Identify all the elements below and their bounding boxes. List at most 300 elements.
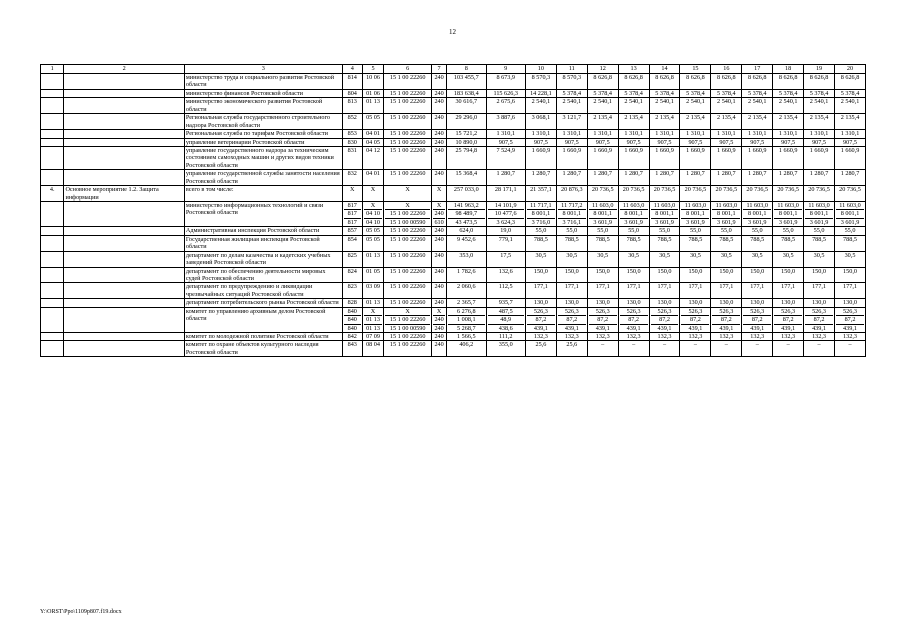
value-line: 8 001,1 [805, 209, 833, 217]
value-line: 48,9 [488, 315, 524, 323]
value-cell-c9 [486, 89, 525, 97]
value-line: 5 378,4 [593, 89, 612, 97]
executor-name: Государственная жилищная инспекция Ростовской области [184, 235, 342, 251]
value-line: 5 378,4 [717, 89, 736, 97]
value-line: 87,2 [589, 315, 617, 323]
row-number [41, 130, 64, 138]
column-number-cell: 1 [41, 65, 64, 74]
value-cell-c20 [835, 235, 866, 251]
row-number [41, 74, 64, 90]
value-line: 240 [434, 146, 444, 154]
value-cell-c11 [556, 227, 587, 235]
value-cell-c13 [618, 299, 649, 307]
value-cell-c14 [649, 307, 680, 332]
value-line: 150,0 [657, 267, 672, 275]
value-line: 3 601,9 [589, 218, 617, 226]
value-line: 526,3 [533, 307, 548, 315]
value-line: 15 1 00 22260 [389, 283, 426, 291]
value-line: 526,3 [843, 307, 857, 315]
value-line: 17,5 [500, 251, 512, 259]
column-number-cell: 10 [525, 65, 556, 74]
value-cell-c11 [556, 138, 587, 146]
value-line: 8 626,8 [747, 74, 767, 81]
value-line: 115 626,3 [493, 89, 518, 97]
value-line: – [601, 341, 605, 349]
value-cell-c10 [525, 74, 556, 90]
value-line: 788,5 [812, 235, 826, 243]
value-cell-c11 [556, 74, 587, 90]
table-row [41, 251, 866, 267]
value-cell-c16 [711, 138, 742, 146]
value-cell-c7 [432, 251, 447, 267]
value-line: 21 357,1 [530, 186, 552, 194]
value-line: 1 310,1 [840, 130, 860, 138]
value-cell-c5 [362, 283, 383, 299]
value-cell-c20 [835, 283, 866, 299]
value-line: 10 06 [366, 74, 380, 81]
value-cell-c5 [362, 186, 383, 202]
value-line: 15 1 00 22260 [389, 235, 426, 243]
value-cell-c18 [773, 146, 804, 169]
value-line: 01 13 [364, 315, 382, 323]
value-line: 1 280,7 [496, 170, 515, 178]
value-line: 1 660,9 [717, 146, 736, 154]
value-cell-c4 [342, 146, 362, 169]
value-cell-c17 [742, 146, 773, 169]
value-cell-c10 [525, 114, 556, 130]
value-line: 828 [347, 299, 357, 307]
value-cell-c6 [384, 114, 432, 130]
value-line: 30,5 [782, 251, 794, 259]
value-cell-c14 [649, 74, 680, 90]
value-line: 526,3 [688, 307, 703, 315]
budget-table [40, 64, 866, 357]
value-cell-c19 [804, 114, 835, 130]
value-cell-c4 [342, 170, 362, 186]
row-number [41, 114, 64, 130]
value-line: 3 716,0 [527, 218, 555, 226]
value-line: 87,2 [743, 315, 771, 323]
value-line: 907,5 [781, 138, 796, 146]
value-cell-c19 [804, 186, 835, 202]
value-line: 130,0 [750, 299, 765, 307]
value-cell-c4 [342, 299, 362, 307]
value-cell-c5 [362, 202, 383, 227]
program-name [64, 89, 184, 97]
value-line: 8 001,1 [836, 209, 864, 217]
value-line: 825 [347, 251, 357, 259]
value-cell-c20 [835, 170, 866, 186]
value-cell-c6 [384, 283, 432, 299]
value-line: 240 [434, 74, 444, 81]
value-cell-c9 [486, 235, 525, 251]
value-cell-c18 [773, 170, 804, 186]
value-line: Х [405, 202, 410, 209]
value-line: 01 13 [366, 299, 380, 307]
value-cell-c4 [342, 114, 362, 130]
value-line: 1 280,7 [624, 170, 643, 178]
value-cell-c10 [525, 130, 556, 138]
value-cell-c20 [835, 186, 866, 202]
value-line: – [693, 341, 697, 349]
value-line: 526,3 [812, 307, 826, 315]
value-line: 5 378,4 [840, 89, 860, 97]
value-cell-c10 [525, 341, 556, 357]
value-cell-c17 [742, 341, 773, 357]
value-line: 788,5 [595, 235, 610, 243]
value-cell-c10 [525, 283, 556, 299]
executor-name: министерство информационных технологий и связи Ростовской области [184, 202, 342, 227]
value-cell-c4 [342, 235, 362, 251]
table-row [41, 333, 866, 341]
value-line: 8 570,3 [531, 74, 551, 81]
value-line: 87,2 [558, 315, 586, 323]
executor-name: Административная инспекция Ростовской области [184, 227, 342, 235]
value-cell-c19 [804, 299, 835, 307]
value-line: 177,1 [812, 283, 826, 291]
value-line: 438,6 [488, 324, 524, 332]
value-line: 406,2 [459, 341, 474, 349]
value-cell-c7 [432, 89, 447, 97]
value-line: – [724, 341, 728, 349]
value-line: 55,0 [597, 227, 609, 235]
value-cell-c11 [556, 98, 587, 114]
value-line: 8 626,8 [655, 74, 674, 81]
value-line: 240 [434, 114, 444, 122]
value-cell-c12 [587, 202, 618, 227]
value-line: 1 280,7 [809, 170, 829, 178]
value-line: 177,1 [843, 283, 857, 291]
value-line: 01 06 [366, 89, 380, 97]
value-cell-c6 [384, 227, 432, 235]
value-cell-c14 [649, 146, 680, 169]
value-cell-c17 [742, 299, 773, 307]
value-line: Х [436, 307, 442, 315]
value-line: 1 660,9 [686, 146, 705, 154]
value-line: 04 10 [364, 218, 382, 226]
value-cell-c7 [432, 235, 447, 251]
value-cell-c4 [342, 130, 362, 138]
value-line: 1 310,1 [747, 130, 767, 138]
value-line: 240 [434, 89, 444, 97]
value-cell-c8 [447, 89, 486, 97]
value-cell-c6 [384, 98, 432, 114]
value-cell-c18 [773, 114, 804, 130]
value-line: 177,1 [719, 283, 734, 291]
column-number-cell: 4 [342, 65, 362, 74]
value-line: 11 603,0 [715, 202, 738, 209]
value-cell-c11 [556, 130, 587, 138]
value-cell-c13 [618, 251, 649, 267]
value-cell-c18 [773, 333, 804, 341]
value-line: 15 1 00 22260 [389, 299, 426, 307]
value-cell-c13 [618, 341, 649, 357]
value-line: 177,1 [626, 283, 641, 291]
value-cell-c10 [525, 299, 556, 307]
value-cell-c15 [680, 267, 711, 283]
value-line: 1 008,1 [448, 315, 484, 323]
value-cell-c4 [342, 89, 362, 97]
value-cell-c10 [525, 170, 556, 186]
value-line: 439,1 [712, 324, 740, 332]
value-cell-c5 [362, 307, 383, 332]
value-line: 55,0 [782, 227, 794, 235]
value-cell-c4 [342, 138, 362, 146]
table-row [41, 186, 866, 202]
value-line: 353,0 [459, 251, 474, 259]
value-cell-c12 [587, 114, 618, 130]
value-cell-c6 [384, 307, 432, 332]
value-line: Х [405, 186, 410, 194]
value-cell-c11 [556, 146, 587, 169]
value-line: Х [370, 307, 376, 315]
value-cell-c14 [649, 283, 680, 299]
value-cell-c17 [742, 138, 773, 146]
value-line: 132,3 [564, 333, 579, 340]
value-line: 112,5 [498, 283, 513, 291]
value-cell-c12 [587, 235, 618, 251]
value-line: 788,5 [750, 235, 765, 243]
value-line: 15 721,2 [455, 130, 478, 138]
value-cell-c10 [525, 98, 556, 114]
value-line: 840 [344, 315, 361, 323]
value-line: 150,0 [812, 267, 826, 275]
column-number-cell: 14 [649, 65, 680, 74]
value-line: 15 1 00 22260 [385, 315, 430, 323]
footer-file-path: Y:\ORST\Ppo\1109p807.f19.docx [40, 609, 122, 615]
value-cell-c18 [773, 227, 804, 235]
value-line: 779,1 [498, 235, 513, 243]
program-name [64, 235, 184, 251]
value-cell-c19 [804, 267, 835, 283]
value-cell-c7 [432, 202, 447, 227]
value-line: 130,0 [781, 299, 796, 307]
row-number [41, 89, 64, 97]
column-number-cell: 18 [773, 65, 804, 74]
value-line: 817 [344, 218, 361, 226]
value-line: 130,0 [595, 299, 610, 307]
value-cell-c16 [711, 333, 742, 341]
value-line: 1 660,9 [747, 146, 767, 154]
value-cell-c11 [556, 202, 587, 227]
executor-name: департамент по делам казачества и кадетских учебных заведений Ростовской области [184, 251, 342, 267]
value-cell-c4 [342, 307, 362, 332]
value-line: 3 601,9 [620, 218, 648, 226]
value-line: 130,0 [657, 299, 672, 307]
value-cell-c10 [525, 251, 556, 267]
value-line: 132,3 [719, 333, 734, 340]
value-line: 87,2 [805, 315, 833, 323]
value-line: 1 660,9 [562, 146, 582, 154]
value-cell-c16 [711, 74, 742, 90]
value-cell-c4 [342, 333, 362, 341]
value-line: 240 [434, 333, 444, 340]
value-line: 130,0 [626, 299, 641, 307]
value-line: 8 626,8 [717, 74, 736, 81]
column-number-cell: 13 [618, 65, 649, 74]
value-line: 824 [347, 267, 357, 275]
value-cell-c15 [680, 130, 711, 138]
value-line: 30,5 [597, 251, 609, 259]
program-name [64, 202, 184, 227]
value-cell-c14 [649, 267, 680, 283]
value-line: 788,5 [657, 235, 672, 243]
value-line: 01 13 [364, 324, 382, 332]
value-line: 20 736,5 [715, 186, 738, 194]
value-cell-c20 [835, 299, 866, 307]
value-line: 788,5 [688, 235, 703, 243]
value-cell-c9 [486, 307, 525, 332]
value-line: 3 601,9 [774, 218, 802, 226]
program-name [64, 227, 184, 235]
value-cell-c19 [804, 251, 835, 267]
value-cell-c11 [556, 341, 587, 357]
value-line: 240 [434, 235, 444, 243]
value-cell-c20 [835, 130, 866, 138]
executor-name: министерство труда и социального развития Ростовской области [184, 74, 342, 90]
value-cell-c12 [587, 227, 618, 235]
value-cell-c12 [587, 146, 618, 169]
value-line: 130,0 [533, 299, 548, 307]
value-line: 132,3 [657, 333, 672, 340]
value-line: 11 603,0 [622, 202, 645, 209]
value-cell-c4 [342, 74, 362, 90]
table-row [41, 114, 866, 130]
value-line: 20 736,5 [591, 186, 614, 194]
value-cell-c13 [618, 170, 649, 186]
value-line: 15 1 00 22260 [389, 114, 426, 122]
row-number [41, 341, 64, 357]
value-line: 840 [347, 307, 357, 315]
value-line: 141 963,2 [453, 202, 479, 209]
value-cell-c14 [649, 130, 680, 138]
value-line: 907,5 [750, 138, 765, 146]
value-line: 240 [434, 227, 444, 235]
value-line: Х [405, 307, 410, 315]
value-cell-c5 [362, 146, 383, 169]
value-line: 87,2 [681, 315, 709, 323]
value-cell-c17 [742, 333, 773, 341]
table-row [41, 98, 866, 114]
value-line: 2 060,6 [457, 283, 476, 291]
value-cell-c7 [432, 170, 447, 186]
value-line: 04 01 [366, 130, 380, 138]
value-line: 240 [434, 130, 444, 138]
value-cell-c7 [432, 299, 447, 307]
value-line: Х [370, 202, 376, 209]
value-line: 3 601,9 [651, 218, 679, 226]
value-cell-c11 [556, 251, 587, 267]
value-line: 183 638,4 [453, 89, 479, 97]
value-cell-c17 [742, 202, 773, 227]
value-line: 55,0 [566, 227, 578, 235]
value-cell-c15 [680, 333, 711, 341]
value-line: 15 1 00 22260 [389, 333, 426, 340]
value-line: 2 675,6 [496, 98, 515, 106]
value-line: 30,5 [628, 251, 640, 259]
value-line: 2 135,4 [655, 114, 674, 122]
value-cell-c11 [556, 283, 587, 299]
value-line: 439,1 [558, 324, 586, 332]
value-line: 3 601,9 [712, 218, 740, 226]
value-cell-c5 [362, 74, 383, 90]
value-cell-c5 [362, 299, 383, 307]
value-line: 3 068,1 [531, 114, 551, 122]
value-line: 1 280,7 [531, 170, 551, 178]
value-cell-c12 [587, 251, 618, 267]
value-line: 05 05 [366, 114, 380, 122]
row-number [41, 283, 64, 299]
value-line: 177,1 [781, 283, 796, 291]
column-number-row [41, 65, 866, 74]
value-line: 87,2 [712, 315, 740, 323]
value-cell-c9 [486, 130, 525, 138]
value-cell-c20 [835, 202, 866, 227]
value-line: 11 603,0 [808, 202, 830, 209]
value-line: 439,1 [836, 324, 864, 332]
value-cell-c11 [556, 89, 587, 97]
table-row [41, 299, 866, 307]
value-line: 130,0 [843, 299, 857, 307]
value-cell-c20 [835, 74, 866, 90]
value-line: 5 378,4 [747, 89, 767, 97]
row-number [41, 170, 64, 186]
value-line: 103 455,7 [453, 74, 479, 81]
value-line: 55,0 [535, 227, 547, 235]
value-line: 907,5 [719, 138, 734, 146]
value-cell-c18 [773, 130, 804, 138]
value-cell-c17 [742, 89, 773, 97]
value-line: 30,5 [844, 251, 856, 259]
value-cell-c9 [486, 299, 525, 307]
value-line: 823 [347, 283, 357, 291]
value-line: 1 660,9 [655, 146, 674, 154]
row-number [41, 267, 64, 283]
table-row [41, 267, 866, 283]
value-cell-c6 [384, 170, 432, 186]
value-line: 03 09 [366, 283, 380, 291]
value-line: 30,5 [535, 251, 547, 259]
value-cell-c7 [432, 114, 447, 130]
value-line: 240 [434, 267, 444, 275]
value-cell-c7 [432, 74, 447, 90]
value-line: 1 310,1 [496, 130, 515, 138]
value-cell-c6 [384, 341, 432, 357]
value-cell-c13 [618, 186, 649, 202]
value-line: 15 1 00 22260 [389, 341, 426, 349]
value-line: 05 05 [366, 227, 380, 235]
value-line: 788,5 [533, 235, 548, 243]
value-line: 04 01 [366, 170, 380, 178]
value-cell-c4 [342, 186, 362, 202]
value-line: 1 280,7 [840, 170, 860, 178]
value-line: 439,1 [681, 324, 709, 332]
value-line: 526,3 [626, 307, 641, 315]
value-line: 7 524,9 [496, 146, 515, 154]
value-cell-c14 [649, 341, 680, 357]
value-line: 240 [434, 170, 444, 178]
column-number-cell: 5 [362, 65, 383, 74]
value-cell-c13 [618, 89, 649, 97]
program-name [64, 74, 184, 90]
value-line: 1 310,1 [593, 130, 612, 138]
value-line: 2 135,4 [809, 114, 829, 122]
value-cell-c15 [680, 170, 711, 186]
value-cell-c7 [432, 227, 447, 235]
row-number [41, 251, 64, 267]
value-line: 2 135,4 [593, 114, 612, 122]
value-line: 788,5 [564, 235, 579, 243]
